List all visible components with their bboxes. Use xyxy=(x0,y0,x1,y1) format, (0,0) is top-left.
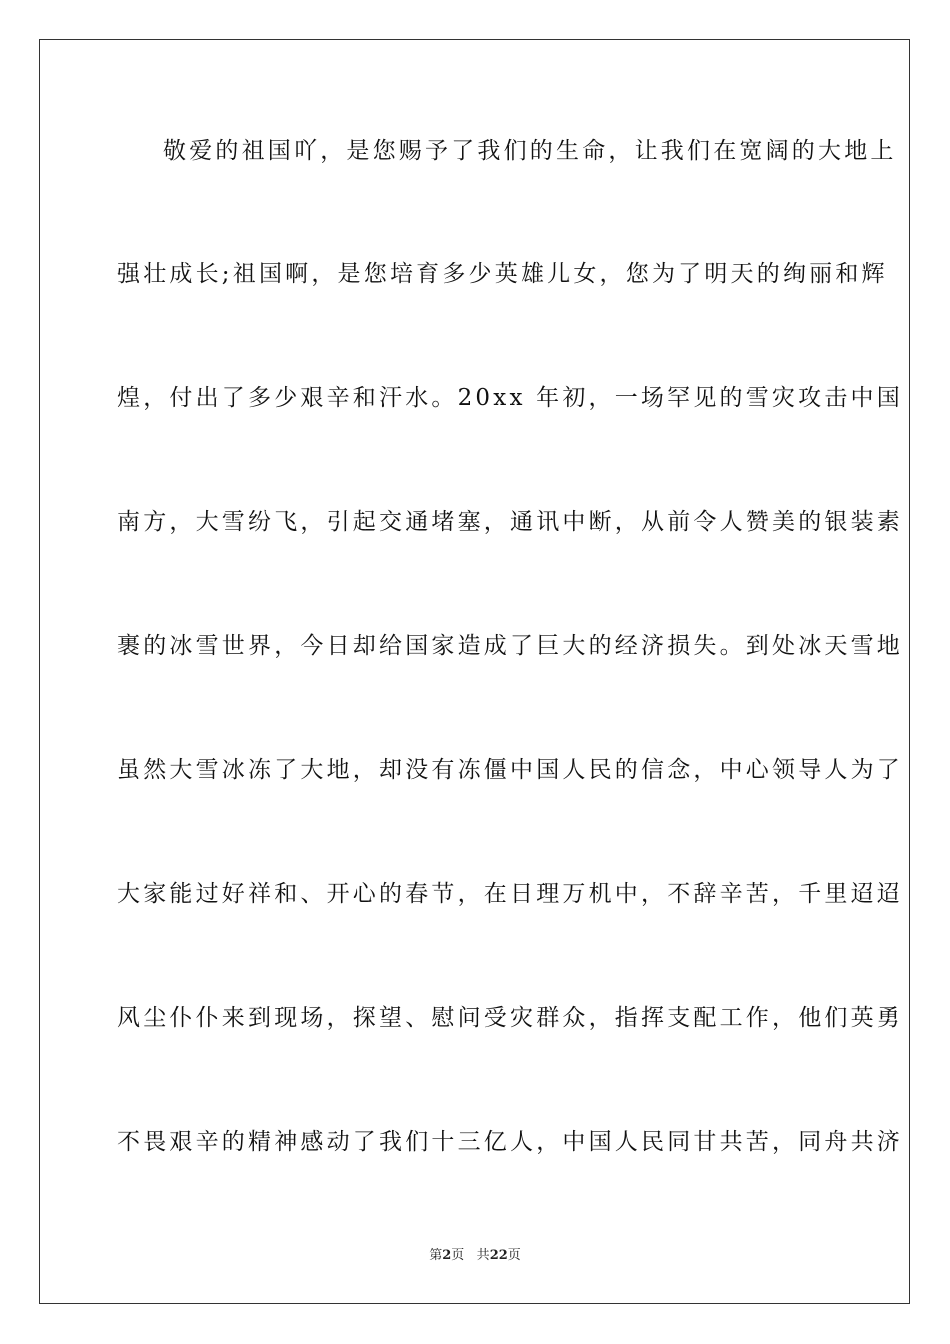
page-prefix: 第 xyxy=(429,1248,443,1263)
body-text-line: 裹的冰雪世界，今日却给国家造成了巨大的经济损失。到处冰天雪地 xyxy=(117,633,903,659)
body-text-line: 风尘仆仆来到现场，探望、慰问受灾群众，指挥支配工作，他们英勇 xyxy=(117,1005,903,1031)
body-text-line: 强壮成长;祖国啊，是您培育多少英雄儿女，您为了明天的绚丽和辉 xyxy=(117,261,888,287)
page-footer xyxy=(0,1247,950,1265)
body-text-line: 大家能过好祥和、开心的春节，在日理万机中，不辞辛苦，千里迢迢 xyxy=(117,881,903,907)
body-text-line: 敬爱的祖国吖，是您赐予了我们的生命，让我们在宽阔的大地上 xyxy=(163,138,897,164)
body-text-line: 南方，大雪纷飞，引起交通堵塞，通讯中断，从前令人赞美的银装素 xyxy=(117,509,903,535)
total-suffix: 页 xyxy=(507,1248,521,1263)
body-text-line: 不畏艰辛的精神感动了我们十三亿人，中国人民同甘共苦，同舟共济 xyxy=(117,1129,903,1155)
total-prefix: 共 xyxy=(476,1248,490,1263)
page-number: 2 xyxy=(442,1248,452,1263)
body-text-line: 煌，付出了多少艰辛和汗水。20xx 年初，一场罕见的雪灾攻击中国 xyxy=(117,385,903,411)
page-border xyxy=(39,39,910,1304)
body-text-line: 虽然大雪冰冻了大地，却没有冻僵中国人民的信念，中心领导人为了 xyxy=(117,757,903,783)
page-suffix: 页 xyxy=(451,1248,465,1263)
total-pages: 22 xyxy=(489,1248,508,1263)
